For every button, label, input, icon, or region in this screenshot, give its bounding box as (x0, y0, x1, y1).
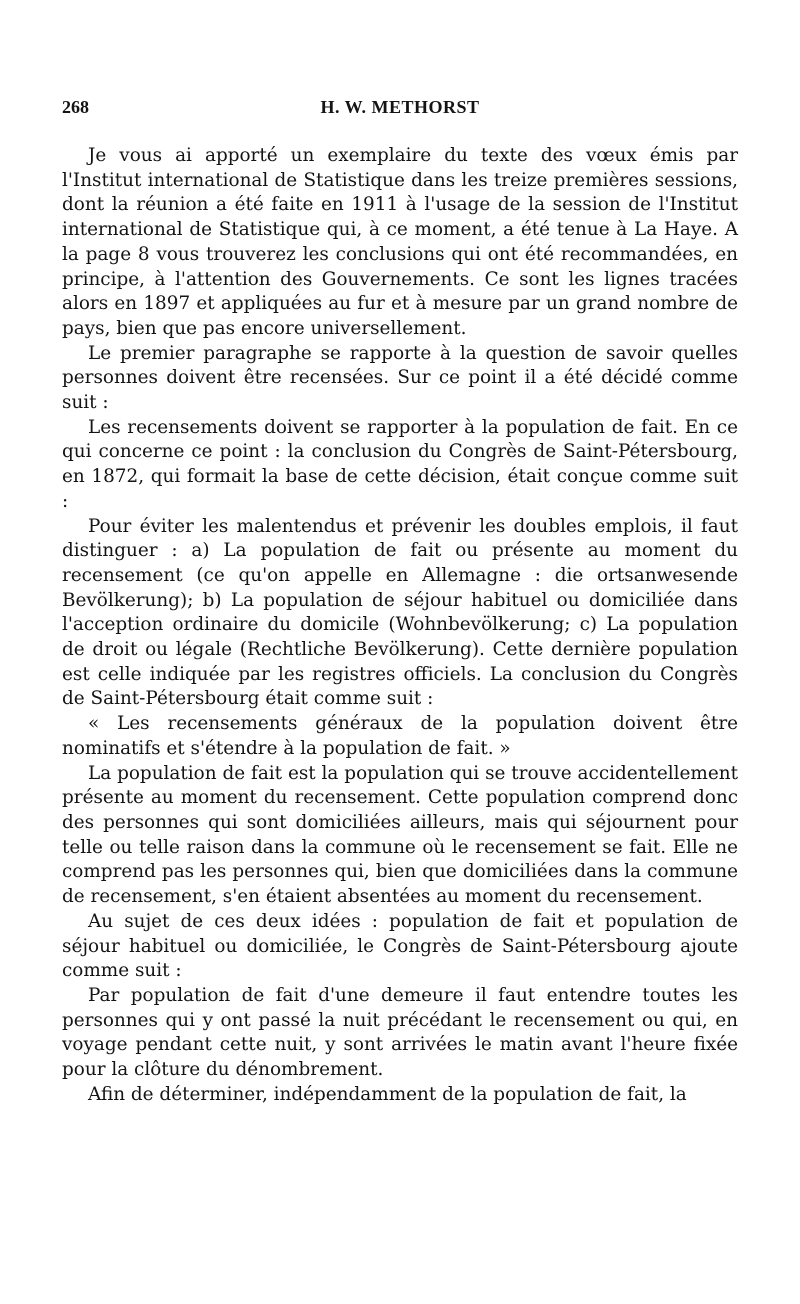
page-header (62, 92, 738, 122)
paragraph-9: Afin de déterminer, indépendamment de la population de fait, la (88, 1083, 687, 1105)
paragraph-5-quote: « Les recensements généraux de la population doivent être nominatifs et s'étendre à la population de fait. » (62, 713, 738, 759)
paragraph-8: Par population de fait d'une demeure il faut entendre toutes les personnes qui y ont passé la nuit précédant le recensement ou qui, en voyage pendant cette nuit, y sont arrivées le matin avant l'heure fixée pour la clôture du dénombrement. (62, 984, 738, 1081)
paragraph-3: Les recensements doivent se rapporter à la population de fait. En ce qui concerne ce point : la conclusion du Congrès de Saint-Pétersbourg, en 1872, qui formait la base de cette décision, était conçue comme suit : (62, 416, 738, 512)
paragraph-7: Au sujet de ces deux idées : population de fait et population de séjour habituel ou domiciliée, le Congrès de Saint-Pétersbourg ajoute comme suit : (62, 910, 738, 982)
paragraph-1: Je vous ai apporté un exemplaire du texte des vœux émis par l'Institut international de Statistique dans les treize premières sessions, dont la réunion a été faite en 1911 à l'usage de la session de l'Institut international de Statistique qui, à ce moment, a été tenue à La Haye. A la page 8 vous trouverez les conclusions qui ont été recommandées, en principe, à l'attention des Gouvernements. Ce sont les lignes tracées alors en 1897 et appliquées au fur et à mesure par un grand nombre de pays, bien que pas encore universellement. (62, 145, 738, 339)
page-number: 268 (62, 97, 89, 117)
book-page (62, 92, 738, 1107)
paragraph-2: Le premier paragraphe se rapporte à la question de savoir quelles personnes doivent être recensées. Sur ce point il a été décidé comme suit : (62, 342, 738, 414)
body-text (62, 144, 738, 1107)
running-head: H. W. METHORST (320, 97, 480, 117)
paragraph-6: La population de fait est la population qui se trouve accidentellement présente au moment du recensement. Cette population comprend donc des personnes qui sont domiciliées ailleurs, mais qui séjournent pour telle ou telle raison dans la commune où le recensement se fait. Elle ne comprend pas les personnes qui, bien que domiciliées dans la commune de recensement, s'en étaient absentées au moment du recensement. (62, 762, 738, 908)
paragraph-4: Pour éviter les malentendus et prévenir les doubles emplois, il faut distinguer : a) La population de fait ou présente au moment du recensement (ce qu'on appelle en Allemagne : die ortsanwesende Bevölkerung); b) La population de séjour habituel ou domiciliée dans l'acception ordinaire du domicile (Wohnbevölkerung; c) La population de droit ou légale (Rechtliche Bevölkerung). Cette dernière population est celle indiquée par les registres officiels. La conclusion du Congrès de Saint-Pétersbourg était comme suit : (62, 515, 738, 710)
